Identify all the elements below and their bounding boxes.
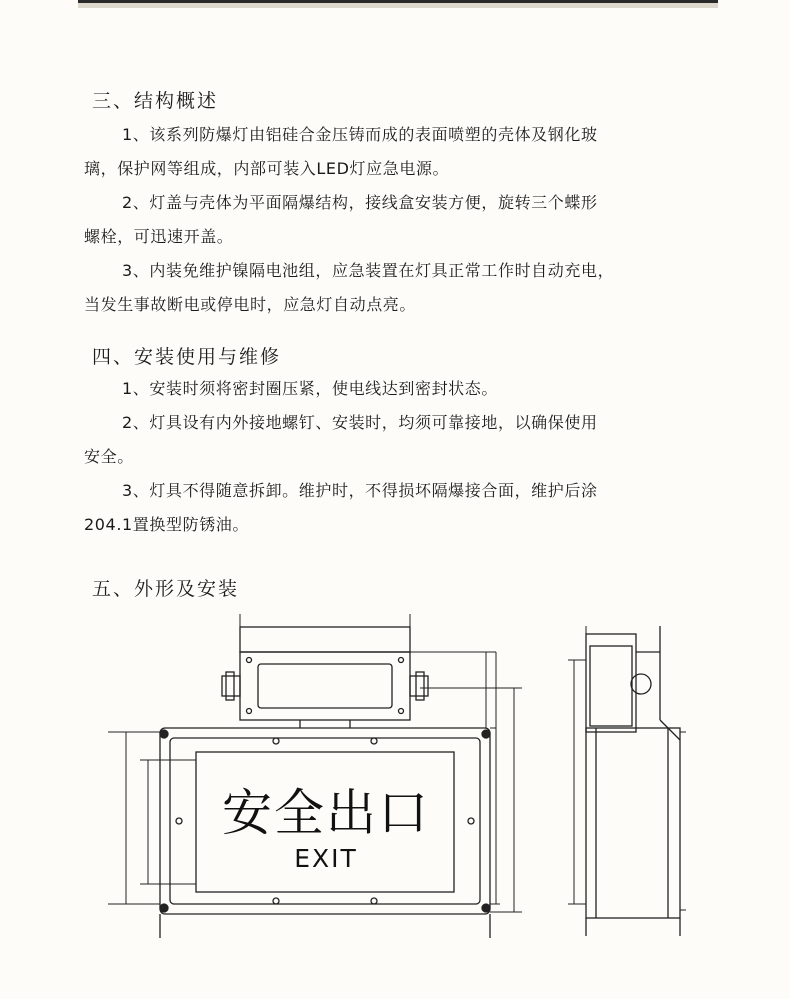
section-3-title: 三、结构概述 [92, 90, 219, 112]
screw-icon [371, 738, 377, 744]
side-view [568, 626, 686, 936]
screw-icon [176, 818, 182, 824]
paragraph-line: 2、灯具设有内外接地螺钉、安装时，均须可靠接地，以确保使用 [122, 413, 598, 432]
bolt-icon [160, 730, 168, 738]
screw-icon [371, 898, 377, 904]
paragraph-line: 安全。 [84, 447, 134, 466]
side-box [586, 634, 636, 732]
front-view [160, 627, 490, 938]
bolt-icon [482, 730, 490, 738]
side-body [586, 728, 680, 918]
screw-icon [273, 738, 279, 744]
paragraph-line: 当发生事故断电或停电时，应急灯自动点亮。 [84, 295, 417, 314]
junction-box-window [258, 664, 392, 708]
paragraph-line: 3、灯具不得随意拆卸。维护时，不得损坏隔爆接合面，维护后涂 [122, 481, 598, 500]
side-box-inner [590, 646, 632, 726]
paragraph-line: 璃，保护网等组成，内部可装入LED灯应急电源。 [84, 159, 450, 178]
top-rule-shadow [78, 3, 718, 8]
sign-text-chinese: 安全出口 [222, 784, 430, 842]
outline-drawing [0, 600, 790, 999]
junction-box [240, 652, 410, 720]
section-4-body [84, 372, 720, 542]
sign-text-english: EXIT [294, 844, 358, 873]
cable-gland-left [222, 676, 240, 696]
paragraph-line: 1、该系列防爆灯由铝硅合金压铸而成的表面喷塑的壳体及钢化玻 [122, 125, 598, 144]
gland-icon [631, 674, 651, 694]
screw-icon [247, 709, 252, 714]
cable-gland-right [410, 676, 428, 696]
screw-icon [468, 818, 474, 824]
paragraph-line: 204.1置换型防锈油。 [84, 515, 250, 534]
section-3-body [84, 118, 720, 322]
paragraph-line: 1、安装时须将密封圈压紧，使电线达到密封状态。 [122, 379, 498, 398]
paragraph-line: 螺栓，可迅速开盖。 [84, 227, 234, 246]
screw-icon [399, 658, 404, 663]
section-5-title: 五、外形及安装 [92, 578, 240, 600]
bolt-icon [482, 904, 490, 912]
junction-box-top [240, 627, 410, 652]
paragraph-line: 2、灯盖与壳体为平面隔爆结构，接线盒安装方便，旋转三个蝶形 [122, 193, 598, 212]
screw-icon [399, 709, 404, 714]
screw-icon [247, 658, 252, 663]
bolt-icon [160, 904, 168, 912]
section-4-title: 四、安装使用与维修 [92, 346, 282, 368]
screw-icon [273, 898, 279, 904]
paragraph-line: 3、内装免维护镍隔电池组，应急装置在灯具正常工作时自动充电， [122, 261, 615, 280]
